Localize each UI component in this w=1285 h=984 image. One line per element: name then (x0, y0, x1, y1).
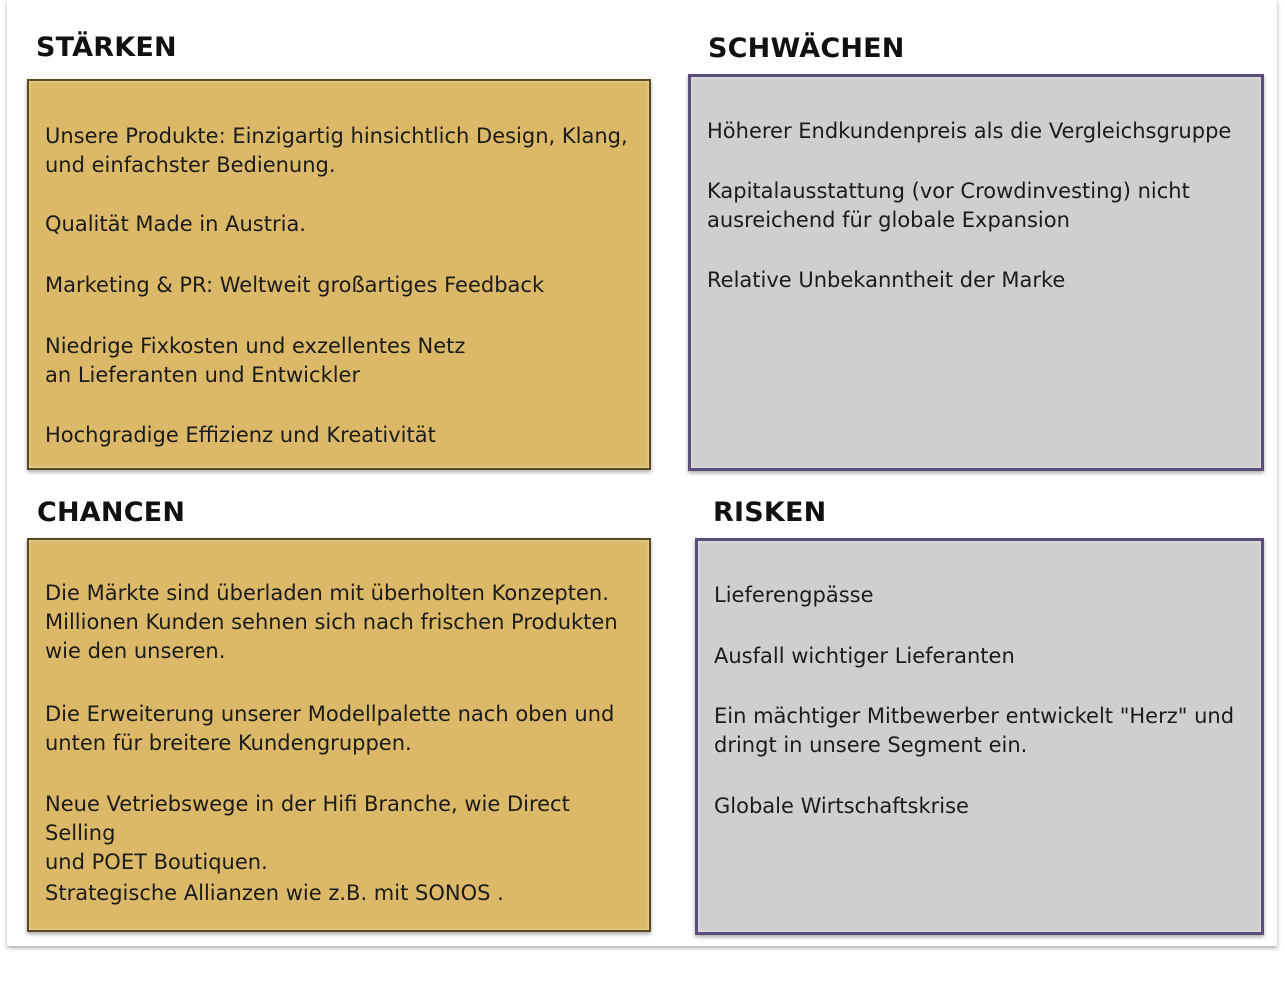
strengths-heading: STÄRKEN (36, 32, 177, 63)
opportunities-item-4: Strategische Allianzen wie z.B. mit SONOS . (45, 881, 504, 905)
opportunities-box (27, 538, 651, 932)
strengths-item-1: Unsere Produkte: Einzigartig hinsichtlich Design, Klang, und einfachster Bedienung. (45, 124, 628, 177)
opportunities-item-2: Die Erweiterung unserer Modellpalette nach oben und unten für breitere Kundengruppen. (45, 702, 615, 755)
threats-item-1: Lieferengpässe (714, 583, 874, 607)
weaknesses-item-3: Relative Unbekanntheit der Marke (707, 268, 1066, 292)
weaknesses-item-1: Höherer Endkundenpreis als die Vergleichsgruppe (707, 119, 1232, 143)
strengths-item-2: Qualität Made in Austria. (45, 212, 306, 236)
opportunities-item-1: Die Märkte sind überladen mit überholten Konzepten. Millionen Kunden sehnen sich nach frischen Produkten wie den unseren. (45, 581, 618, 663)
strengths-item-4: Niedrige Fixkosten und exzellentes Netz an Lieferanten und Entwickler (45, 334, 466, 387)
threats-item-2: Ausfall wichtiger Lieferanten (714, 644, 1015, 668)
weaknesses-heading: SCHWÄCHEN (708, 33, 905, 64)
threats-heading: RISKEN (713, 497, 827, 528)
weaknesses-box (688, 74, 1264, 471)
opportunities-heading: CHANCEN (37, 497, 186, 528)
weaknesses-item-2: Kapitalausstattung (vor Crowdinvesting) nicht ausreichend für globale Expansion (707, 179, 1190, 232)
threats-item-3: Ein mächtiger Mitbewerber entwickelt "Herz" und dringt in unsere Segment ein. (714, 704, 1235, 757)
strengths-item-3: Marketing & PR: Weltweit großartiges Feedback (45, 273, 545, 297)
opportunities-item-3: Neue Vetriebswege in der Hifi Branche, wie Direct Selling und POET Boutiquen. (45, 792, 570, 874)
threats-box (695, 538, 1264, 935)
threats-item-4: Globale Wirtschaftskrise (714, 794, 969, 818)
strengths-item-5: Hochgradige Effizienz und Kreativität (45, 423, 436, 447)
strengths-box (27, 79, 651, 470)
